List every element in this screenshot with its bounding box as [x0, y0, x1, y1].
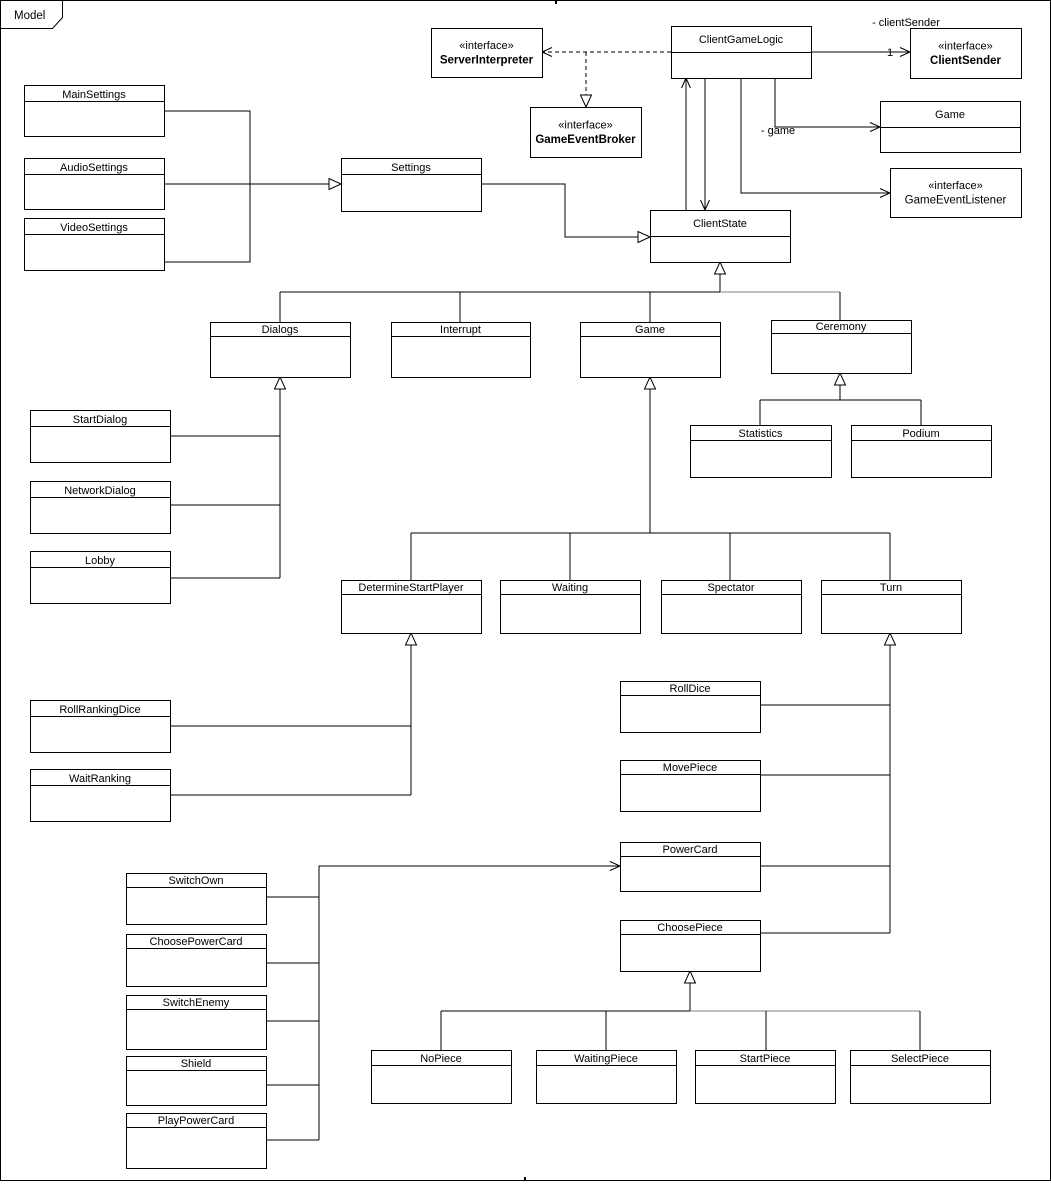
class-node-game-entity[interactable]	[881, 102, 1021, 153]
class-node-spectator[interactable]	[662, 581, 802, 634]
class-node-interrupt[interactable]	[392, 323, 531, 378]
class-node-game-state[interactable]	[581, 323, 721, 378]
class-name-label: RollRankingDice	[59, 704, 141, 716]
interface-node-client-sender[interactable]	[911, 29, 1022, 79]
class-node-switch-own[interactable]	[127, 874, 267, 925]
node-box	[432, 29, 543, 78]
stereotype-label: «interface»	[938, 40, 993, 53]
class-node-select-piece[interactable]	[851, 1051, 991, 1104]
class-name-label: SelectPiece	[890, 1053, 950, 1065]
class-name-label: Shield	[180, 1058, 212, 1070]
class-node-choose-piece[interactable]	[621, 921, 761, 972]
class-node-wait-ranking[interactable]	[31, 770, 171, 822]
class-name-label: RollDice	[669, 683, 711, 695]
class-name-label: PlayPowerCard	[157, 1115, 235, 1127]
class-name-label: Ceremony	[815, 321, 867, 333]
edge-label-clientsender-multiplicity: 1	[886, 47, 894, 59]
class-name-label: WaitingPiece	[574, 1053, 638, 1065]
class-node-start-dialog[interactable]	[31, 411, 171, 463]
class-name-label: Statistics	[738, 428, 783, 440]
class-name-label: NoPiece	[420, 1053, 462, 1065]
class-node-choose-power-card[interactable]	[127, 935, 267, 987]
class-name-label: NetworkDialog	[64, 485, 136, 497]
interface-name-label: GameEventListener	[904, 194, 1007, 207]
class-name-label: ClientState	[693, 218, 747, 230]
class-node-roll-ranking-dice[interactable]	[31, 701, 171, 753]
class-node-statistics[interactable]	[691, 426, 832, 478]
class-node-ceremony[interactable]	[772, 321, 912, 374]
class-node-lobby[interactable]	[31, 552, 171, 604]
interface-name-label: GameEventBroker	[535, 134, 636, 146]
class-node-network-dialog[interactable]	[31, 482, 171, 534]
interface-node-game-event-listener[interactable]	[891, 169, 1022, 218]
node-box	[891, 169, 1022, 218]
stereotype-label: «interface»	[928, 180, 983, 192]
class-name-label: WaitRanking	[69, 773, 131, 785]
class-node-power-card[interactable]	[621, 843, 761, 892]
class-name-label: Dialogs	[261, 324, 299, 336]
class-node-no-piece[interactable]	[372, 1051, 512, 1104]
class-name-label: Podium	[902, 428, 940, 440]
class-name-label: StartPiece	[739, 1053, 791, 1065]
class-node-start-piece[interactable]	[696, 1051, 836, 1104]
node-box	[531, 108, 642, 158]
class-name-label: DetermineStartPlayer	[358, 582, 464, 594]
stereotype-label: «interface»	[558, 119, 613, 132]
class-name-label: Game	[635, 324, 665, 336]
class-node-waiting[interactable]	[501, 581, 641, 634]
class-node-determine-start-player[interactable]	[342, 581, 482, 634]
class-node-settings[interactable]	[342, 159, 482, 212]
edge-label-clientsender-role: - clientSender	[872, 17, 940, 29]
class-name-label: SwitchOwn	[168, 875, 224, 887]
class-node-dialogs[interactable]	[211, 323, 351, 378]
class-node-client-game-logic[interactable]	[672, 27, 812, 79]
class-name-label: MovePiece	[662, 762, 718, 774]
stereotype-label: «interface»	[459, 40, 514, 52]
class-name-label: PowerCard	[662, 844, 718, 856]
class-name-label: VideoSettings	[60, 222, 128, 234]
class-node-switch-enemy[interactable]	[127, 996, 267, 1050]
class-name-label: ChoosePowerCard	[149, 936, 243, 948]
class-name-label: Spectator	[707, 582, 755, 594]
class-node-shield[interactable]	[127, 1057, 267, 1106]
class-name-label: SwitchEnemy	[162, 997, 230, 1009]
class-name-label: AudioSettings	[60, 162, 128, 174]
class-name-label: ChoosePiece	[657, 922, 723, 934]
class-name-label: MainSettings	[62, 89, 126, 101]
class-name-label: Interrupt	[440, 324, 481, 336]
edge-label-game-role: - game	[760, 125, 796, 137]
class-name-label: ClientGameLogic	[698, 34, 784, 46]
class-name-label: Waiting	[551, 582, 589, 594]
class-node-turn[interactable]	[822, 581, 962, 634]
class-node-play-power-card[interactable]	[127, 1114, 267, 1169]
class-name-label: Settings	[391, 162, 431, 174]
class-node-roll-dice[interactable]	[621, 682, 761, 733]
class-node-audio-settings[interactable]	[25, 159, 165, 210]
interface-node-server-interpreter[interactable]	[432, 29, 543, 78]
node-box	[911, 29, 1022, 79]
model-tab-label: Model	[14, 10, 46, 22]
class-name-label: Game	[935, 109, 965, 121]
class-node-waiting-piece[interactable]	[537, 1051, 677, 1104]
class-name-label: Lobby	[85, 555, 115, 567]
class-name-label: Turn	[879, 582, 903, 594]
class-node-podium[interactable]	[852, 426, 992, 478]
class-node-video-settings[interactable]	[25, 219, 165, 271]
interface-name-label: ServerInterpreter	[439, 54, 534, 67]
interface-node-game-event-broker[interactable]	[531, 108, 642, 158]
class-node-client-state[interactable]	[651, 211, 791, 263]
class-node-main-settings[interactable]	[25, 86, 165, 137]
class-name-label: StartDialog	[72, 414, 128, 426]
class-node-move-piece[interactable]	[621, 761, 761, 812]
interface-name-label: ClientSender	[930, 55, 1001, 67]
